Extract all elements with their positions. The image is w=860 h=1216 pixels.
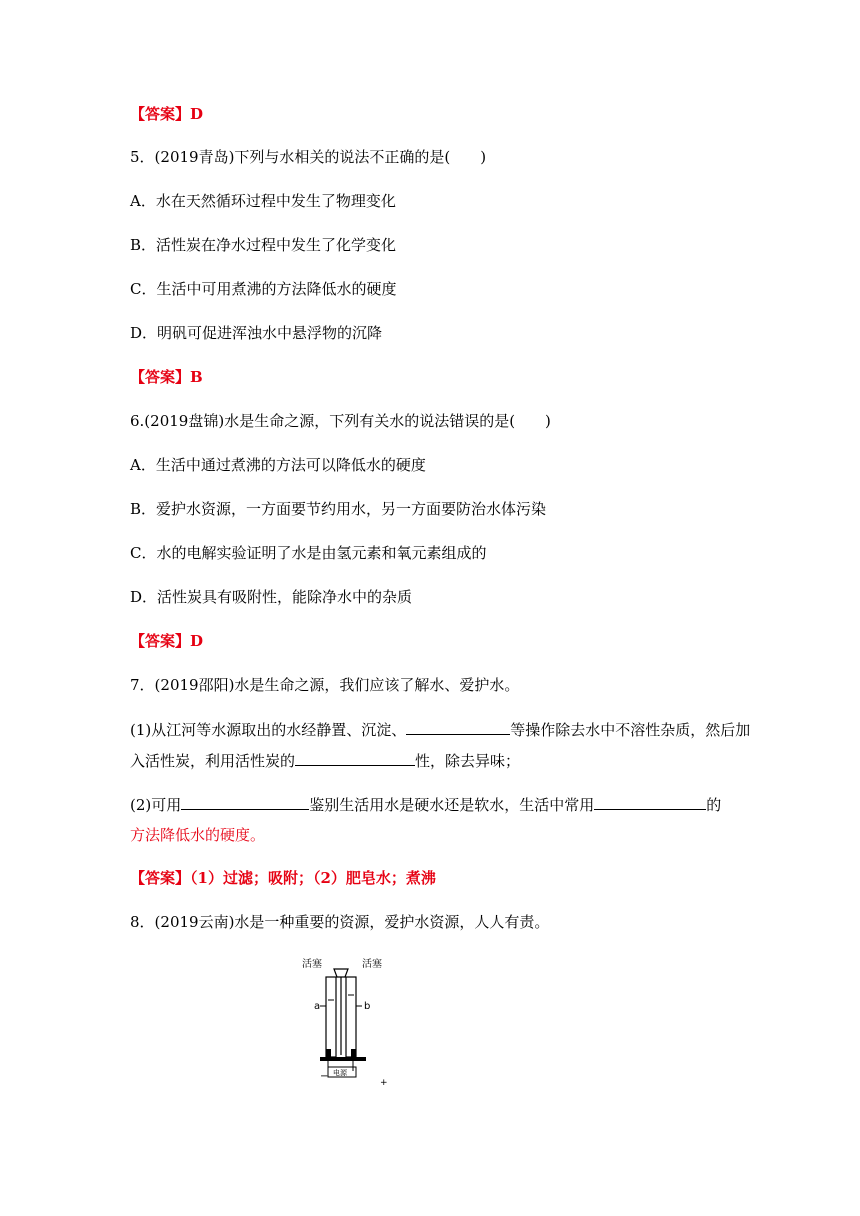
question-7-part-1-line-2 [130, 749, 520, 772]
left-tube [326, 977, 336, 1057]
question-5-option-d: D．明矾可促进浑浊水中悬浮物的沉降 [130, 324, 383, 342]
figure-label-minus: − [320, 1071, 329, 1082]
q7-p1-text-a: (1)从江河等水源取出的水经静置、沉淀、 [130, 721, 407, 739]
figure-label-a: a [314, 1001, 321, 1012]
answer-blank[interactable] [406, 718, 510, 735]
answer-tag: 【答案】 [130, 632, 191, 650]
q7-p1-text-d: 性，除去异味； [415, 752, 521, 770]
figure-label-b: b [364, 1001, 371, 1012]
q7-p2-text-b: 鉴别生活用水是硬水还是软水，生活中常用 [309, 796, 595, 814]
answer-blank[interactable] [594, 793, 706, 810]
question-7-part-2-line-1 [130, 793, 721, 816]
q7-p2-text-a: (2)可用 [130, 796, 182, 814]
q7-p2-text-c: 的 [706, 796, 722, 814]
answer-value: D [190, 105, 204, 123]
answer-value: B [190, 368, 203, 386]
question-6-stem: 6.(2019盘锦)水是生命之源，下列有关水的说法错误的是( ) [130, 412, 551, 430]
question-8-stem: 8．(2019云南)水是一种重要的资源，爱护水资源，人人有责。 [130, 913, 550, 931]
answer-blank[interactable] [181, 793, 309, 810]
right-tube [346, 977, 356, 1057]
answer-tag: 【答案】 [130, 105, 191, 123]
answer-6 [130, 630, 203, 652]
answer-tag: 【答案】 [130, 368, 191, 386]
question-6-option-a: A．生活中通过煮沸的方法可以降低水的硬度 [130, 456, 426, 474]
question-7-stem: 7．(2019邵阳)水是生命之源，我们应该了解水、爱护水。 [130, 676, 520, 694]
answer-7 [130, 867, 436, 889]
question-5-option-a: A．水在天然循环过程中发生了物理变化 [130, 192, 396, 210]
figure-label-stopcock-right: 活塞 [362, 959, 382, 970]
question-6-option-b: B．爱护水资源，一方面要节约用水，另一方面要防治水体污染 [130, 500, 547, 518]
question-5-option-b: B．活性炭在净水过程中发生了化学变化 [130, 236, 397, 254]
answer-blank[interactable] [295, 749, 415, 766]
question-7-part-2-line-2: 方法降低水的硬度。 [130, 826, 266, 844]
q7-p1-text-b: 等操作除去水中不溶性杂质，然后加 [510, 721, 751, 739]
question-6-option-d: D．活性炭具有吸附性，能除净水中的杂质 [130, 588, 413, 606]
electrode-left [326, 1049, 331, 1061]
question-5-stem: 5．(2019青岛)下列与水相关的说法不正确的是( ) [130, 148, 487, 166]
figure-label-power: 电源 [333, 1069, 347, 1077]
figure-label-stopcock-left: 活塞 [302, 959, 322, 970]
electrolysis-apparatus-figure [300, 955, 400, 1090]
answer-tag: 【答案】 [130, 869, 191, 887]
answer-5 [130, 366, 203, 388]
figure-label-plus: + [380, 1078, 388, 1088]
answer-4 [130, 103, 203, 125]
electrode-right [351, 1049, 356, 1061]
funnel-reservoir [334, 969, 348, 977]
question-7-part-1-line-1 [130, 718, 750, 741]
answer-value: （1）过滤；吸附；（2）肥皂水；煮沸 [190, 869, 436, 887]
question-5-option-c: C．生活中可用煮沸的方法降低水的硬度 [130, 280, 397, 298]
answer-value: D [190, 632, 204, 650]
question-6-option-c: C．水的电解实验证明了水是由氢元素和氧元素组成的 [130, 544, 487, 562]
q7-p1-text-c: 入活性炭，利用活性炭的 [130, 752, 296, 770]
